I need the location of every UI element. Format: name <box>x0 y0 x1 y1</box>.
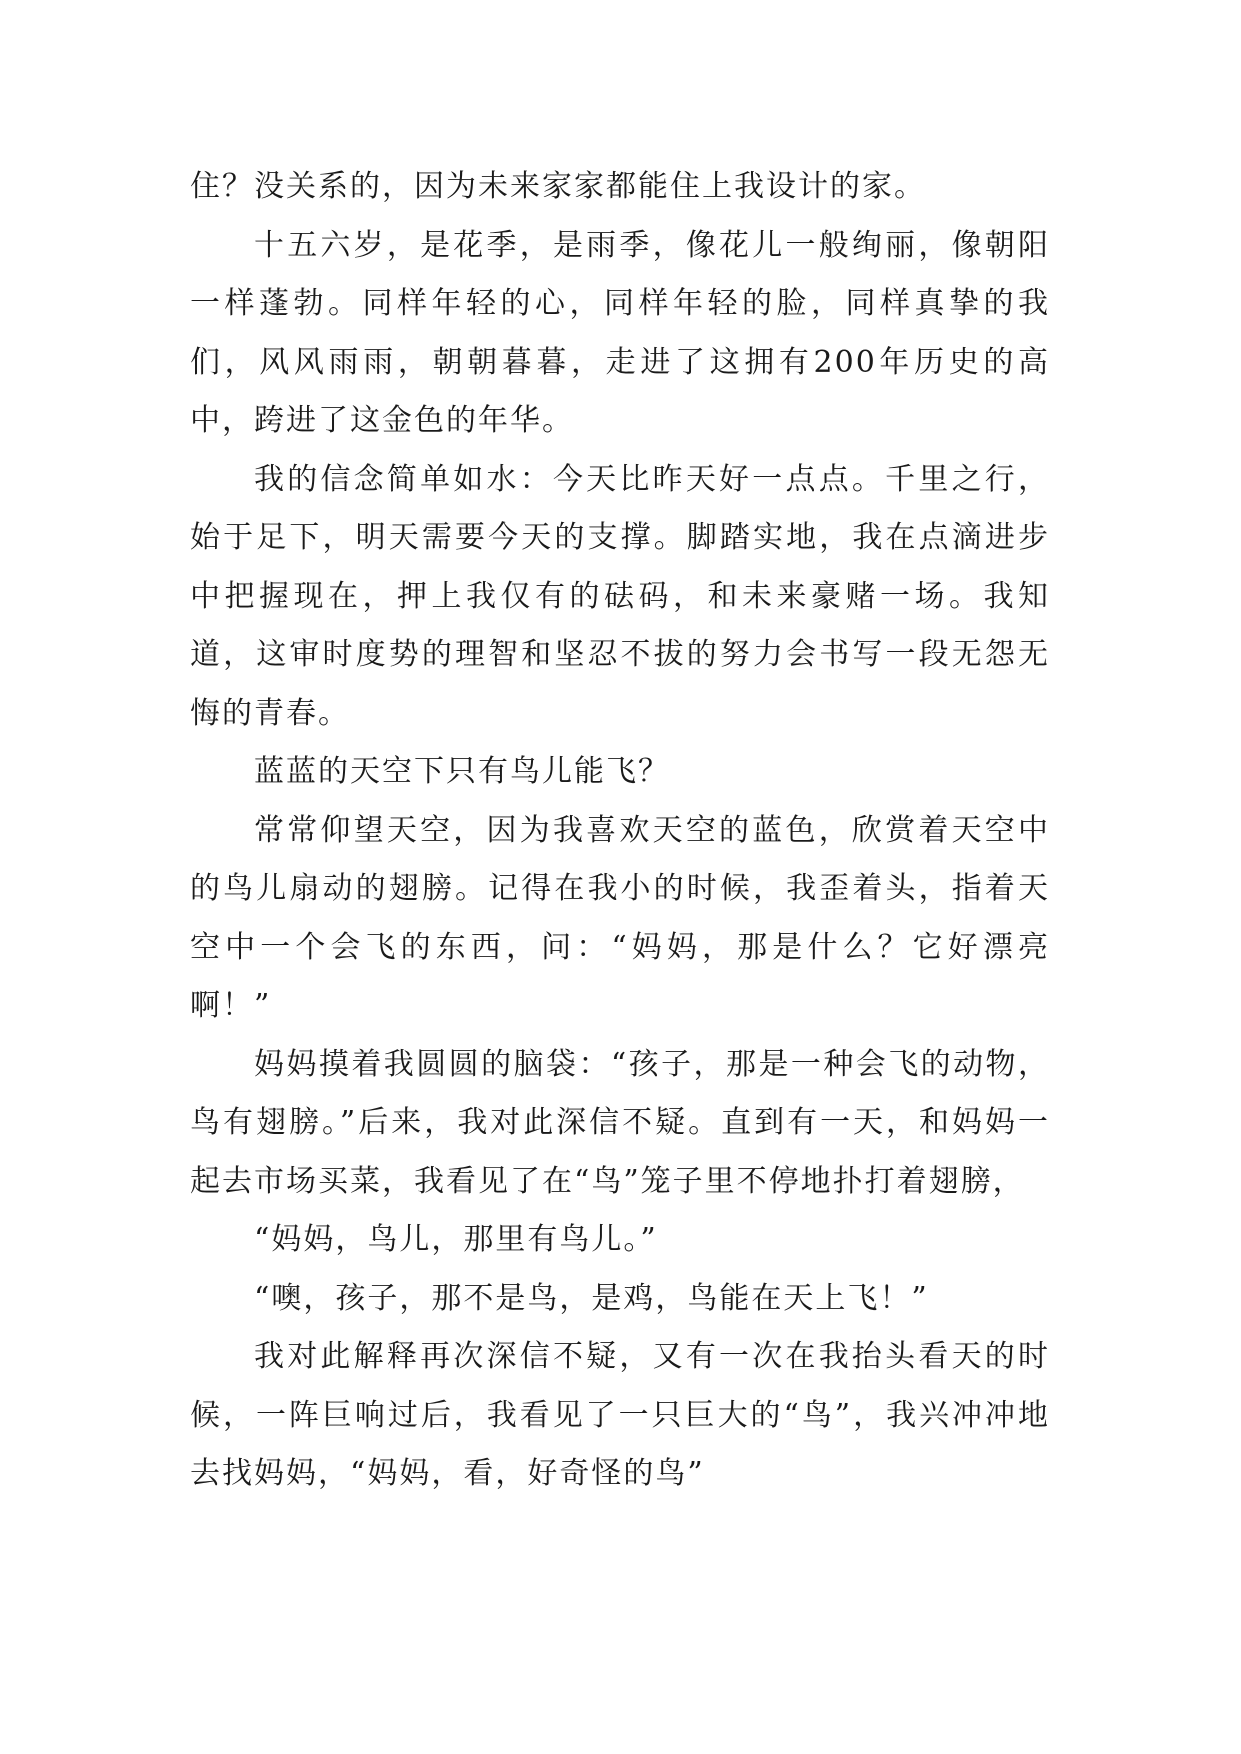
paragraph: 住？没关系的，因为未来家家都能住上我设计的家。 <box>190 169 926 204</box>
paragraph: 我的信念简单如水：今天比昨天好一点点。千里之行，始于足下，明天需要今天的支撑。脚踏实地，我在点滴进步中把握现在，押上我仅有的砝码，和未来豪赌一场。我知道，这审时度势的理智和坚忍不拔的努力会书写一段无怨无悔的青春。 <box>190 461 1050 731</box>
paragraph: “噢，孩子，那不是鸟，是鸡，鸟能在天上飞！” <box>254 1280 929 1316</box>
body-text <box>190 158 1050 1504</box>
paragraph: 常常仰望天空，因为我喜欢天空的蓝色，欣赏着天空中的鸟儿扇动的翅膀。记得在我小的时候，我歪着头，指着天空中一个会飞的东西，问：“妈妈，那是什么？它好漂亮啊！” <box>190 812 1050 1023</box>
paragraph: “妈妈，鸟儿，那里有鸟儿。” <box>254 1222 658 1257</box>
paragraph: 十五六岁，是花季，是雨季，像花儿一般绚丽，像朝阳一样蓬勃。同样年轻的心，同样年轻的脸，同样真挚的我们，风风雨雨，朝朝暮暮，走进了这拥有200年历史的高中，跨进了这金色的年华。 <box>190 227 1050 438</box>
paragraph: 我对此解释再次深信不疑，又有一次在我抬头看天的时候，一阵巨响过后，我看见了一只巨大的“鸟”，我兴冲冲地去找妈妈，“妈妈，看，好奇怪的鸟” <box>190 1339 1050 1491</box>
paragraph: 蓝蓝的天空下只有鸟儿能飞？ <box>254 754 670 789</box>
paragraph: 妈妈摸着我圆圆的脑袋：“孩子，那是一种会飞的动物，鸟有翅膀。”后来，我对此深信不疑。直到有一天，和妈妈一起去市场买菜，我看见了在“鸟”笼子里不停地扑打着翅膀， <box>190 1046 1050 1199</box>
